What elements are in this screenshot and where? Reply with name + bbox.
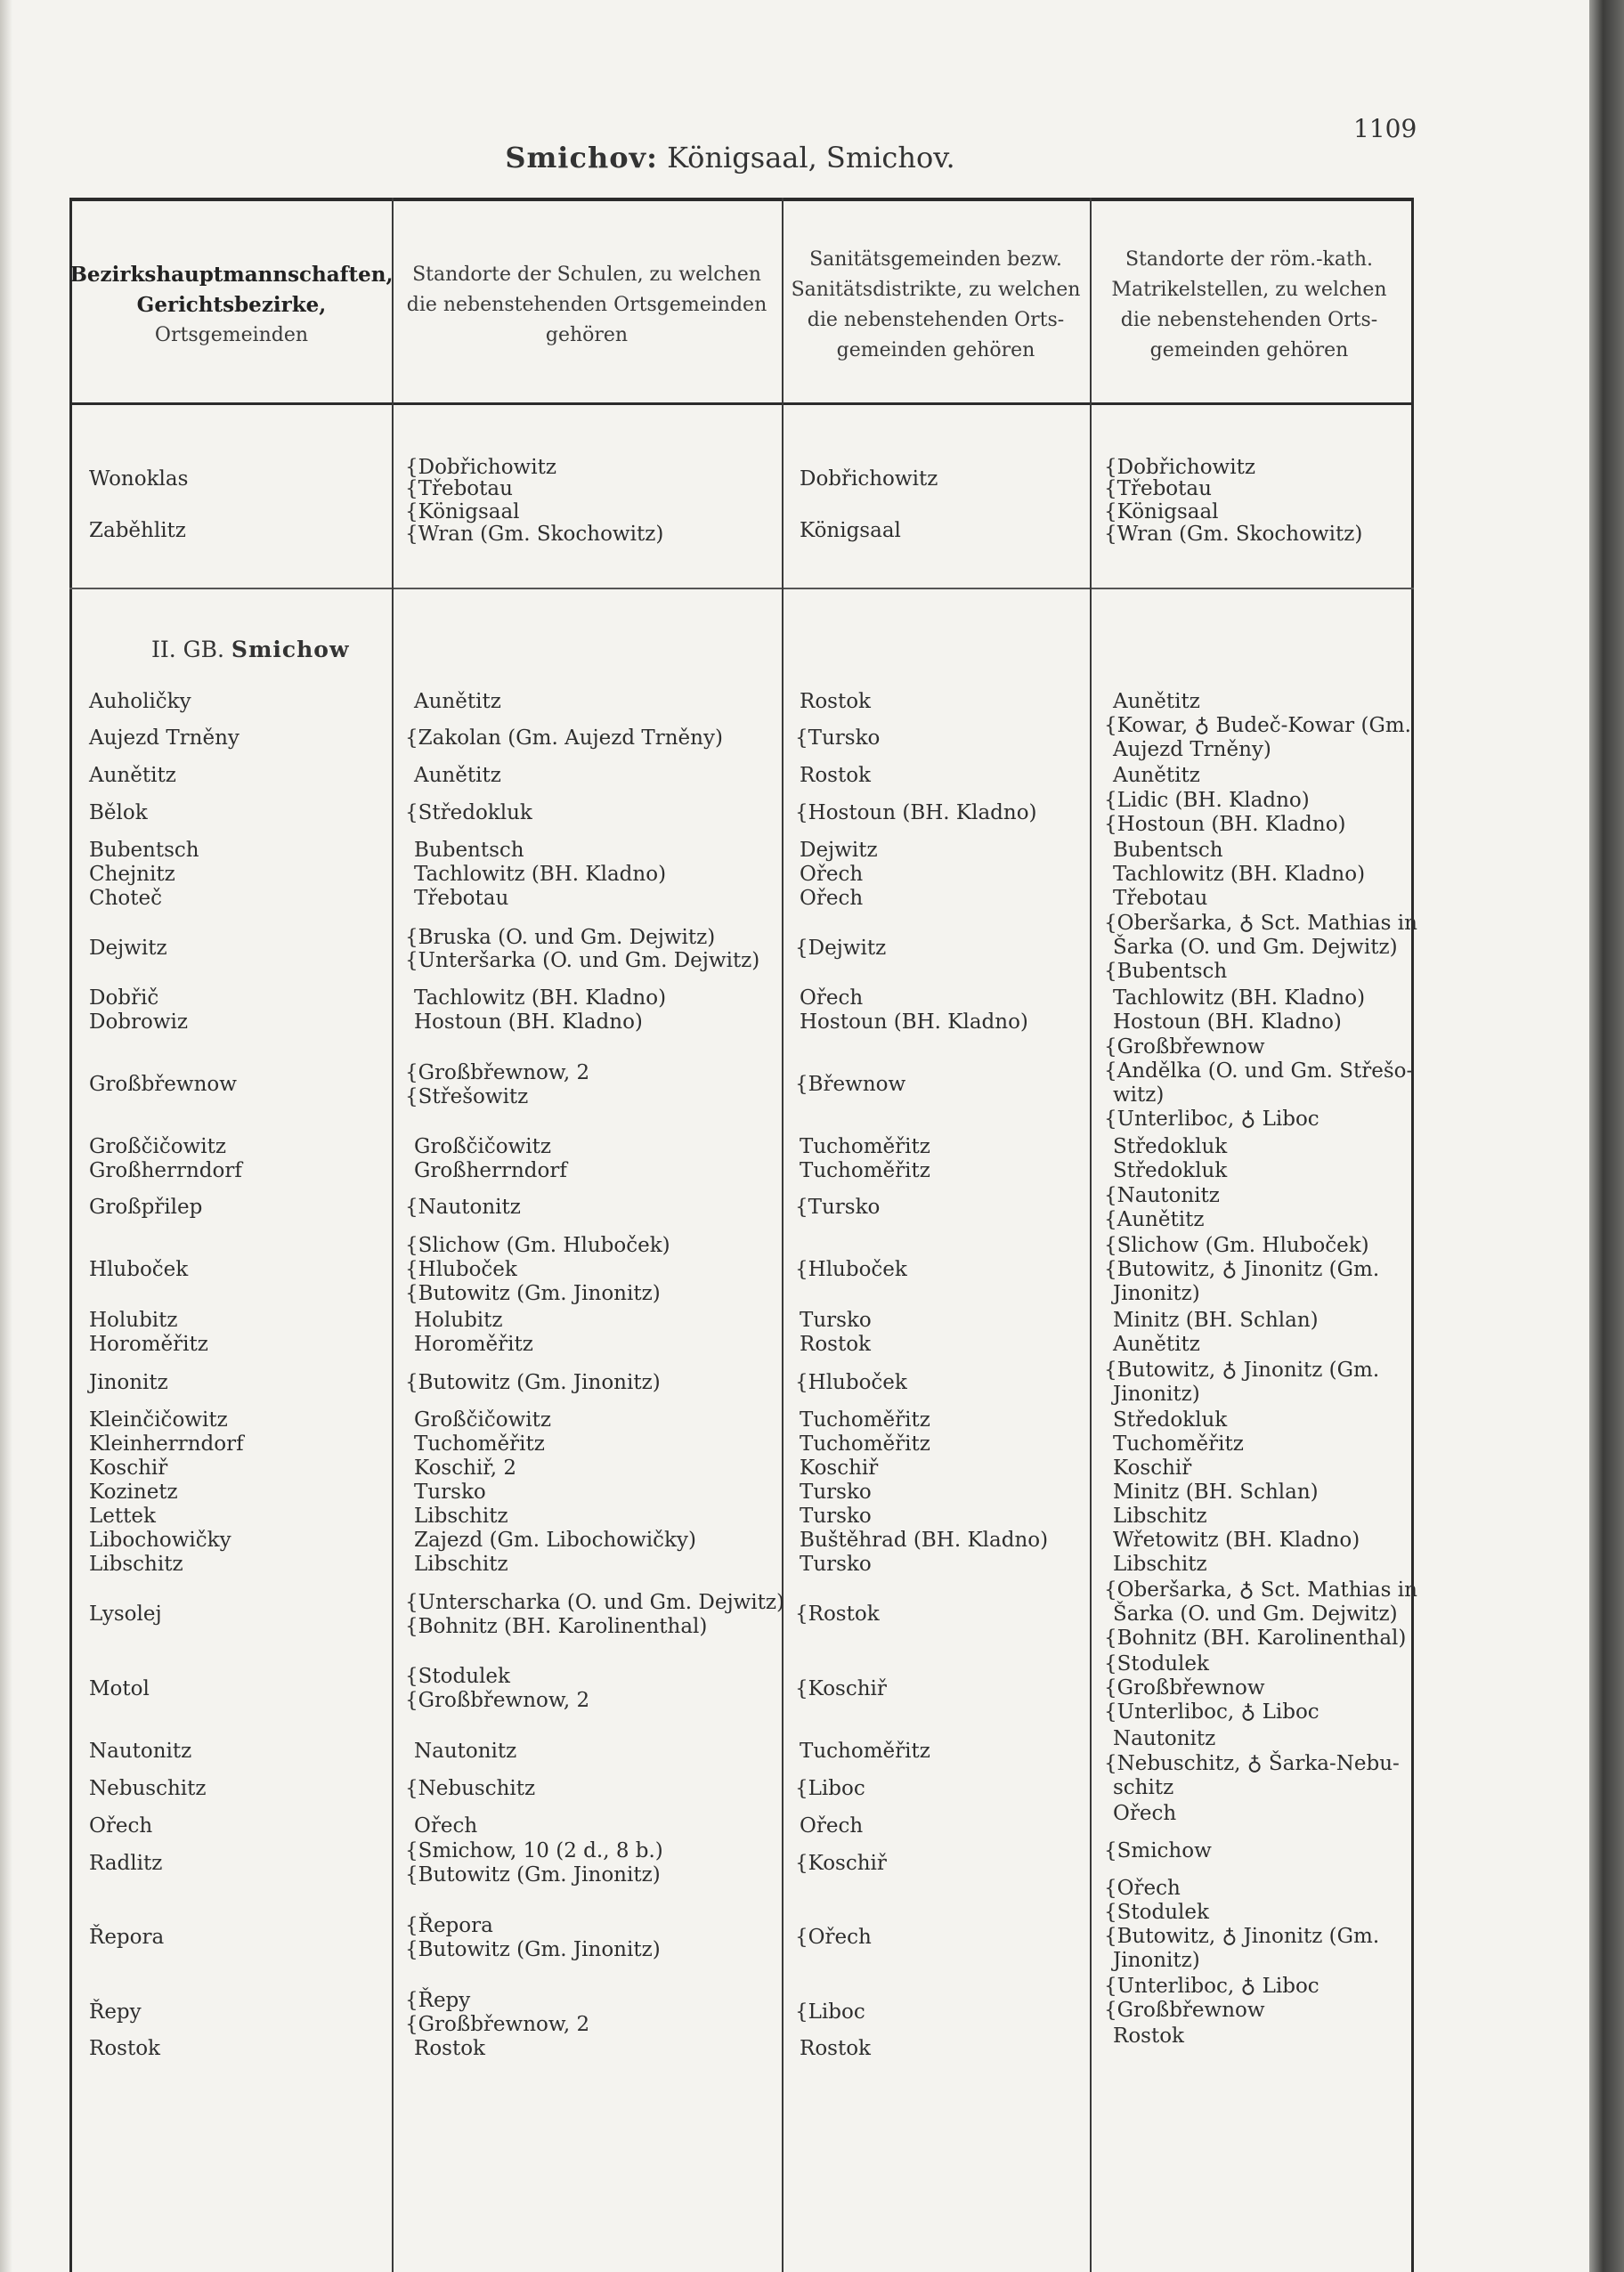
table-cell: {Zakolan (Gm. Aujezd Trněny) <box>405 726 723 750</box>
table-cell: {Wran (Gm. Skochowitz) <box>405 523 664 546</box>
table-cell: Bubentsch <box>89 839 199 862</box>
table-cell: Tuchoměřitz <box>414 1432 545 1456</box>
table-cell: Libschitz <box>1113 1505 1207 1528</box>
table-cell: {Großbřewnow <box>1104 1676 1265 1700</box>
table-cell: {Butowitz, ♁ Jinonitz (Gm. <box>1104 1925 1380 1948</box>
table-cell: {Königsaal <box>1104 500 1219 523</box>
table-cell: Dobřichowitz <box>800 467 938 491</box>
table-cell: Ořech <box>414 1814 478 1838</box>
header-sanitary-line2: Sanitätsdistrikte, zu welchen <box>791 278 1081 301</box>
table-cell: {Stodulek <box>1104 1901 1209 1924</box>
table-cell: Tachlowitz (BH. Kladno) <box>414 986 667 1010</box>
table-cell: Ořech <box>800 863 864 886</box>
table-cell: Aunětitz <box>1113 764 1200 787</box>
column-divider-3 <box>1090 198 1092 2272</box>
table-cell: Horoměřitz <box>414 1333 533 1356</box>
table-cell: Königsaal <box>800 519 901 542</box>
table-cell: Jinonitz) <box>1113 1282 1200 1305</box>
table-cell: Aujezd Trněny <box>89 726 240 750</box>
table-cell: Libschitz <box>414 1505 508 1528</box>
table-cell: Chejnitz <box>89 863 175 886</box>
header-sanitary-line3: die nebenstehenden Orts- <box>807 308 1065 331</box>
table-cell: {Bohnitz (BH. Karolinenthal) <box>405 1615 708 1638</box>
table-cell: {Unterscharka (O. und Gm. Dejwitz) <box>405 1591 784 1614</box>
table-cell: Minitz (BH. Schlan) <box>1113 1481 1319 1504</box>
table-cell: Nebuschitz <box>89 1777 207 1800</box>
table-cell: {Hostoun (BH. Kladno) <box>1104 813 1346 836</box>
table-cell: {Butowitz, ♁ Jinonitz (Gm. <box>1104 1258 1380 1281</box>
table-cell: {Liboc <box>795 2000 865 2024</box>
table-cell: Tuchoměřitz <box>1113 1432 1244 1456</box>
table-cell: {Bohnitz (BH. Karolinenthal) <box>1104 1627 1407 1650</box>
table-cell: {Třebotau <box>1104 477 1212 500</box>
table-cell: Ořech <box>800 986 864 1010</box>
table-cell: {Großbřewnow, 2 <box>405 1061 590 1084</box>
table-cell: Dobřič <box>89 986 159 1010</box>
table-cell: Aunětitz <box>89 764 176 787</box>
table-cell: {Ořech <box>795 1926 872 1949</box>
header-districts <box>69 214 394 396</box>
table-cell: Dobrowiz <box>89 1010 189 1034</box>
table-cell: Zajezd (Gm. Libochowičky) <box>414 1529 696 1552</box>
table-cell: Koschiř <box>1113 1457 1192 1480</box>
table-cell: Tursko <box>800 1309 872 1332</box>
table-cell: {Butowitz (Gm. Jinonitz) <box>405 1938 661 1961</box>
header-sanitary-line1: Sanitätsgemeinden bezw. <box>809 247 1062 271</box>
table-cell: Großherrndorf <box>414 1159 567 1182</box>
header-districts-line3: Ortsgemeinden <box>154 323 309 346</box>
table-cell: Rostok <box>800 764 871 787</box>
table-cell: {Hluboček <box>795 1258 907 1281</box>
table-cell: Zaběhlitz <box>89 519 186 542</box>
table-cell: Středokluk <box>1113 1135 1228 1158</box>
table-cell: {Unterliboc, ♁ Liboc <box>1104 1108 1320 1131</box>
table-cell: Wonoklas <box>89 467 189 491</box>
table-cell: {Oberšarka, ♁ Sct. Mathias in <box>1104 1578 1417 1602</box>
table-cell: Nautonitz <box>1113 1727 1216 1750</box>
section-name: Smichow <box>231 637 350 662</box>
table-cell: Tuchoměřitz <box>800 1159 930 1182</box>
table-cell: {Großbřewnow <box>1104 1035 1265 1059</box>
section-rule <box>69 588 1414 589</box>
table-cell: Hostoun (BH. Kladno) <box>414 1010 643 1034</box>
table-cell: {Středokluk <box>405 801 532 824</box>
table-cell: Tursko <box>800 1553 872 1576</box>
table-cell: {Liboc <box>795 1777 865 1800</box>
table-cell: Großčičowitz <box>414 1408 551 1432</box>
table-cell: Tachlowitz (BH. Kladno) <box>1113 986 1366 1010</box>
table-cell: Ořech <box>800 887 864 910</box>
table-cell: {Großbřewnow, 2 <box>405 1689 590 1712</box>
table-cell: Minitz (BH. Schlan) <box>1113 1309 1319 1332</box>
table-cell: Jinonitz) <box>1113 1383 1200 1406</box>
table-cell: Rostok <box>1113 2025 1184 2048</box>
table-cell: Libschitz <box>89 1553 183 1576</box>
table-cell: Radlitz <box>89 1852 163 1875</box>
table-cell: Středokluk <box>1113 1159 1228 1182</box>
table-cell: Hluboček <box>89 1258 189 1281</box>
table-cell: Koschiř <box>800 1457 879 1480</box>
column-divider-1 <box>392 198 394 2272</box>
table-cell: {Tursko <box>795 1196 881 1219</box>
table-cell: {Großbřewnow, 2 <box>405 2013 590 2036</box>
table-cell: {Nautonitz <box>405 1196 521 1219</box>
running-head-bold: Smichov: <box>505 141 658 174</box>
table-cell: Tuchoměřitz <box>800 1740 930 1763</box>
table-cell: Bubentsch <box>1113 839 1223 862</box>
table-cell: Großpřilep <box>89 1196 203 1219</box>
table-cell: Koschiř <box>89 1457 168 1480</box>
table-cell: Řepora <box>89 1926 165 1949</box>
table-cell: {Slichow (Gm. Hluboček) <box>1104 1234 1369 1257</box>
table-cell: Ořech <box>89 1814 153 1838</box>
header-schools-line2: die nebenstehenden Ortsgemeinden <box>406 293 767 316</box>
table-cell: Großbřewnow <box>89 1073 237 1096</box>
table-cell: {Unteršarka (O. und Gm. Dejwitz) <box>405 949 760 972</box>
table-cell: Rostok <box>800 690 871 713</box>
table-cell: Bělok <box>89 801 148 824</box>
table-cell: Hostoun (BH. Kladno) <box>800 1010 1028 1034</box>
table-cell: {Nautonitz <box>1104 1184 1220 1207</box>
table-cell: Aunětitz <box>1113 1333 1200 1356</box>
table-cell: {Dejwitz <box>795 937 887 960</box>
table-cell: {Stodulek <box>405 1665 510 1688</box>
table-cell: Tursko <box>800 1481 872 1504</box>
table-cell: Holubitz <box>414 1309 503 1332</box>
table-cell: Wřetowitz (BH. Kladno) <box>1113 1529 1360 1552</box>
column-divider-2 <box>782 198 784 2272</box>
table-cell: {Střešowitz <box>405 1085 529 1108</box>
table-cell: Jinonitz <box>89 1371 168 1394</box>
table-cell: {Butowitz, ♁ Jinonitz (Gm. <box>1104 1359 1380 1382</box>
table-cell: Rostok <box>800 1333 871 1356</box>
table-cell: Aujezd Trněny) <box>1113 738 1271 761</box>
table-cell: {Břewnow <box>795 1073 906 1096</box>
table-cell: Bubentsch <box>414 839 524 862</box>
page-left-edge <box>0 0 12 2272</box>
header-registers-line4: gemeinden gehören <box>1149 338 1349 361</box>
table-cell: Kozinetz <box>89 1481 178 1504</box>
header-schools <box>394 214 780 396</box>
table-cell: {Oberšarka, ♁ Sct. Mathias in <box>1104 912 1417 935</box>
table-cell: {Řepy <box>405 1989 471 2012</box>
table-cell: Rostok <box>89 2037 160 2060</box>
table-cell: {Rostok <box>795 1603 880 1626</box>
table-cell: Tuchoměřitz <box>800 1432 930 1456</box>
table-cell: {Butowitz (Gm. Jinonitz) <box>405 1863 661 1887</box>
header-registers-line1: Standorte der röm.-kath. <box>1125 247 1373 271</box>
table-top-rule <box>69 198 1414 201</box>
table-cell: {Unterliboc, ♁ Liboc <box>1104 1700 1320 1724</box>
table-cell: Dejwitz <box>800 839 878 862</box>
table-cell: {Nebuschitz <box>405 1777 536 1800</box>
table-cell: Kleinherrndorf <box>89 1432 244 1456</box>
table-cell: Aunětitz <box>414 764 501 787</box>
table-cell: {Koschiř <box>795 1852 887 1875</box>
table-cell: Šarka (O. und Gm. Dejwitz) <box>1113 1603 1398 1626</box>
table-cell: {Řepora <box>405 1914 493 1937</box>
table-cell: Nautonitz <box>89 1740 192 1763</box>
table-cell: {Butowitz (Gm. Jinonitz) <box>405 1371 661 1394</box>
table-cell: Středokluk <box>1113 1408 1228 1432</box>
table-cell: Ořech <box>800 1814 864 1838</box>
table-header-rule <box>69 402 1414 405</box>
table-cell: {Třebotau <box>405 477 513 500</box>
table-cell: {Andělka (O. und Gm. Střešo- <box>1104 1059 1414 1083</box>
table-cell: Jinonitz) <box>1113 1949 1200 1972</box>
table-cell: {Butowitz (Gm. Jinonitz) <box>405 1282 661 1305</box>
table-cell: {Ořech <box>1104 1877 1181 1900</box>
table-cell: Řepy <box>89 2000 142 2024</box>
page-number: 1109 <box>1353 114 1417 143</box>
table-cell: Tursko <box>800 1505 872 1528</box>
table-cell: {Smichow <box>1104 1839 1212 1862</box>
table-cell: {Nebuschitz, ♁ Šarka-Nebu- <box>1104 1752 1400 1775</box>
table-cell: Motol <box>89 1677 150 1700</box>
table-cell: Horoměřitz <box>89 1333 208 1356</box>
table-cell: {Tursko <box>795 726 881 750</box>
table-cell: Hostoun (BH. Kladno) <box>1113 1010 1342 1034</box>
table-cell: Aunětitz <box>414 690 501 713</box>
table-cell: {Koschiř <box>795 1677 887 1700</box>
header-sanitary <box>784 214 1088 396</box>
table-cell: {Unterliboc, ♁ Liboc <box>1104 1975 1320 1998</box>
header-schools-line3: gehören <box>545 323 629 346</box>
running-head-rest: Königsaal, Smichov. <box>657 141 955 174</box>
table-cell: Rostok <box>414 2037 485 2060</box>
table-cell: {Smichow, 10 (2 d., 8 b.) <box>405 1839 663 1862</box>
section-prefix: II. GB. <box>151 637 231 662</box>
table-cell: {Stodulek <box>1104 1652 1209 1676</box>
table-cell: Buštěhrad (BH. Kladno) <box>800 1529 1049 1552</box>
table-cell: {Bubentsch <box>1104 960 1228 983</box>
section-title <box>151 637 350 662</box>
book-spine-edge <box>1589 0 1624 2272</box>
table-cell: Libochowičky <box>89 1529 231 1552</box>
table-cell: Tachlowitz (BH. Kladno) <box>414 863 667 886</box>
header-sanitary-line4: gemeinden gehören <box>836 338 1035 361</box>
table-cell: Ořech <box>1113 1802 1177 1825</box>
table-cell: Tuchoměřitz <box>800 1408 930 1432</box>
table-cell: Nautonitz <box>414 1740 517 1763</box>
table-cell: Holubitz <box>89 1309 178 1332</box>
table-cell: Lettek <box>89 1505 156 1528</box>
table-cell: {Lidic (BH. Kladno) <box>1104 789 1310 812</box>
table-cell: {Kowar, ♁ Budeč-Kowar (Gm. <box>1104 714 1411 737</box>
header-schools-line1: Standorte der Schulen, zu welchen <box>412 263 761 286</box>
table-cell: Šarka (O. und Gm. Dejwitz) <box>1113 936 1398 959</box>
table-cell: Třebotau <box>414 887 509 910</box>
table-cell: Kleinčičowitz <box>89 1408 228 1432</box>
table-cell: Großčičowitz <box>414 1135 551 1158</box>
table-cell: Aunětitz <box>1113 690 1200 713</box>
header-registers-line2: Matrikelstellen, zu welchen <box>1111 278 1387 301</box>
table-cell: {Slichow (Gm. Hluboček) <box>405 1234 670 1257</box>
table-cell: witz) <box>1113 1083 1165 1107</box>
table-cell: {Hluboček <box>405 1258 517 1281</box>
table-cell: {Königsaal <box>405 500 520 523</box>
table-cell: Großčičowitz <box>89 1135 226 1158</box>
header-districts-line1: Bezirkshauptmannschaften, <box>69 262 394 287</box>
table-cell: {Dobřichowitz <box>1104 456 1255 479</box>
table-cell: Libschitz <box>414 1553 508 1576</box>
table-cell: Großherrndorf <box>89 1159 242 1182</box>
table-cell: Tuchoměřitz <box>800 1135 930 1158</box>
table-cell: Rostok <box>800 2037 871 2060</box>
header-districts-line2: Gerichtsbezirke, <box>136 292 327 317</box>
table-cell: {Hluboček <box>795 1371 907 1394</box>
table-cell: Tursko <box>414 1481 486 1504</box>
running-head <box>0 141 1460 174</box>
table-cell: {Wran (Gm. Skochowitz) <box>1104 523 1363 546</box>
table-cell: {Hostoun (BH. Kladno) <box>795 801 1037 824</box>
table-cell: Třebotau <box>1113 887 1208 910</box>
table-cell: Dejwitz <box>89 937 167 960</box>
table-cell: {Dobřichowitz <box>405 456 556 479</box>
header-registers-line3: die nebenstehenden Orts- <box>1120 308 1378 331</box>
table-cell: {Aunětitz <box>1104 1208 1205 1231</box>
table-cell: Choteč <box>89 887 162 910</box>
table-cell: Libschitz <box>1113 1553 1207 1576</box>
table-cell: schitz <box>1113 1776 1174 1799</box>
table-cell: Lysolej <box>89 1603 162 1626</box>
table-cell: Tachlowitz (BH. Kladno) <box>1113 863 1366 886</box>
table-cell: Koschiř, 2 <box>414 1457 516 1480</box>
table-cell: {Großbřewnow <box>1104 1999 1265 2022</box>
header-registers <box>1092 214 1407 396</box>
table-cell: Auholičky <box>89 690 191 713</box>
table-cell: {Bruska (O. und Gm. Dejwitz) <box>405 926 716 949</box>
